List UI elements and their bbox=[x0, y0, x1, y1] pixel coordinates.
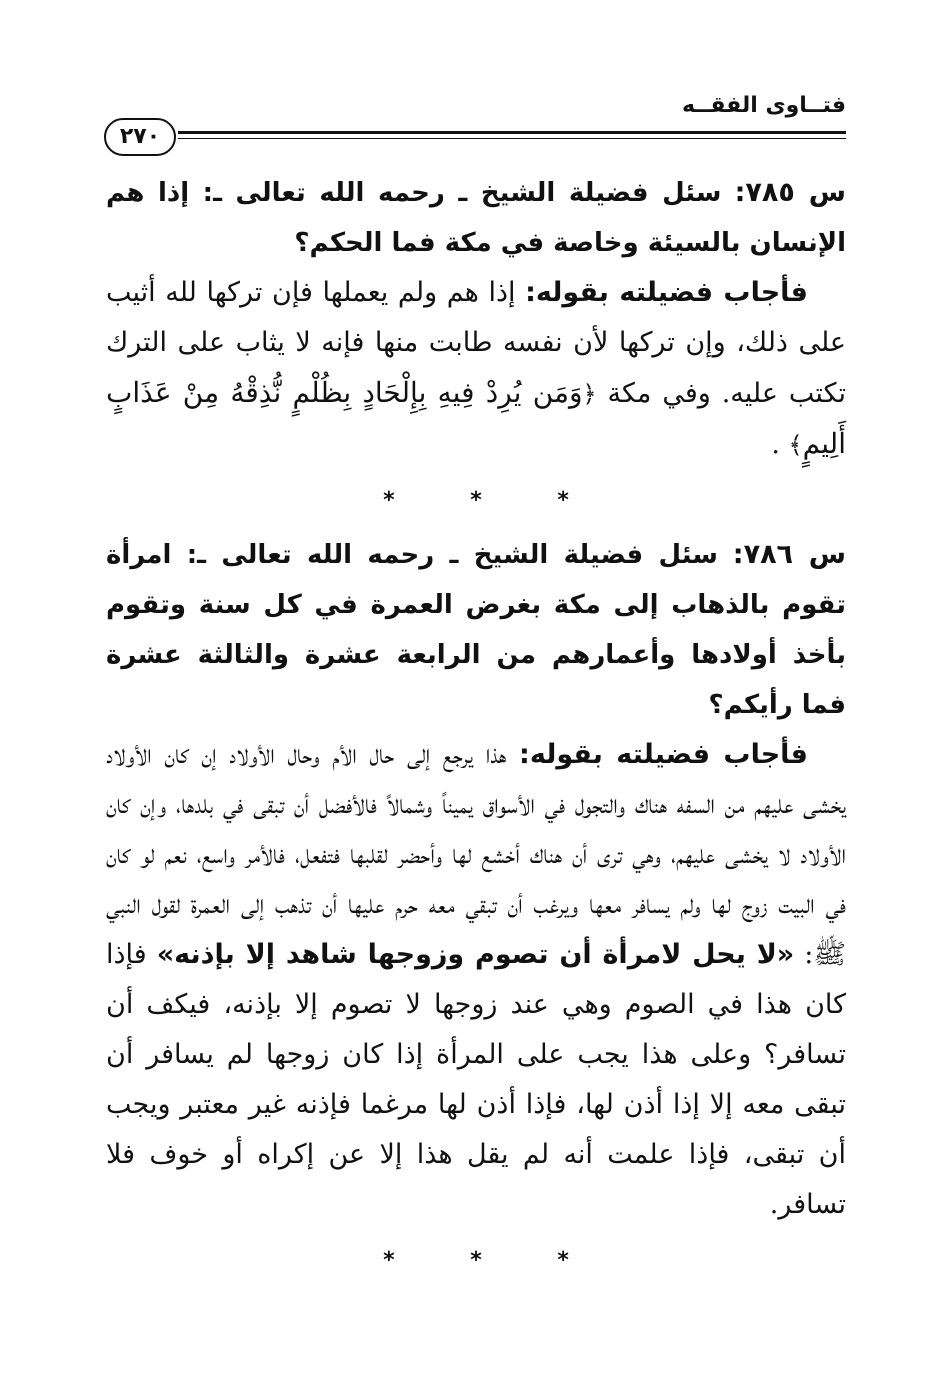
answer-intro: فأجاب فضيلته بقوله: bbox=[519, 739, 808, 770]
question-label: س ٧٨٦: bbox=[732, 539, 846, 570]
question-786 bbox=[106, 530, 846, 730]
running-title: فتــاوى الفقــه bbox=[681, 93, 846, 118]
hadith-quote: «لا يحل لامرأة أن تصوم وزوجها شاهد إلا بإذنه» bbox=[156, 939, 795, 970]
answer-785 bbox=[106, 268, 846, 470]
header-rule-thin bbox=[178, 138, 846, 139]
quran-verse: وَمَن يُرِدْ فِيهِ بِإِلْحَادٍ بِظُلْمٍ نُّذِقْهُ مِنْ عَذَابٍ أَلِيمٍ bbox=[106, 376, 846, 460]
answer-text: هذا يرجع إلى حال الأم وحال الأولاد إن كان الأولاد يخشى عليهم من السفه هناك والتجول في الأسواق يميناً وشمالاً فالأفضل أن تبقى في بلدها، وإن كان الأولاد لا يخشى عليهم، وهي ترى أن هناك أخشع لها وأحضر لقلبها فتفعل، فالأمر واسع، نعم لو كان في البيت زوج لها ولم يسافر معها ويرغب أن تبقي معه حرم عليها أن تذهب إلى العمرة لقول النبي ﷺ: bbox=[106, 739, 846, 970]
question-text: سئل فضيلة الشيخ ـ رحمه الله تعالى ـ: امرأة تقوم بالذهاب إلى مكة بغرض العمرة في كل سنة وتقوم بأخذ أولادها وأعمارهم من الرابعة عشرة والثالثة عشرة فما رأيكم؟ bbox=[106, 540, 846, 720]
page-content bbox=[106, 168, 846, 1290]
page-number: ٢٧٠ bbox=[104, 118, 176, 156]
answer-end: . bbox=[771, 429, 780, 460]
question-label: س ٧٨٥: bbox=[734, 177, 846, 208]
answer-intro: فأجاب فضيلته بقوله: bbox=[525, 277, 808, 308]
quran-bracket-open: ﴿ bbox=[582, 380, 597, 408]
section-separator: * * * bbox=[383, 488, 603, 513]
answer-786 bbox=[106, 730, 846, 1230]
section-separator: * * * bbox=[383, 1248, 603, 1273]
answer-text-continued: فإذا كان هذا في الصوم وهي عند زوجها لا تصوم إلا بإذنه، فيكف أن تسافر؟ وعلى هذا يجب على المرأة إذا كان زوجها لم يسافر أن تبقى معه إلا إذا أذن لها، فإذا أذن لها مرغما فإذنه غير معتبر ويجب أن تبقى، فإذا علمت أنه لم يقل هذا إلا عن إكراه أو خوف فلا تسافر. bbox=[106, 939, 847, 1220]
question-text: سئل فضيلة الشيخ ـ رحمه الله تعالى ـ: إذا هم الإنسان بالسيئة وخاصة في مكة فما الحكم؟ bbox=[106, 178, 846, 258]
question-785 bbox=[106, 168, 846, 268]
answer-text: إذا هم ولم يعملها فإن تركها لله أثيب على ذلك، وإن تركها لأن نفسه طابت منها فإنه لا يثاب على الترك تكتب عليه. وفي مكة bbox=[106, 277, 847, 409]
header-rule bbox=[178, 131, 846, 134]
quran-bracket-close: ﴾ bbox=[788, 431, 803, 459]
